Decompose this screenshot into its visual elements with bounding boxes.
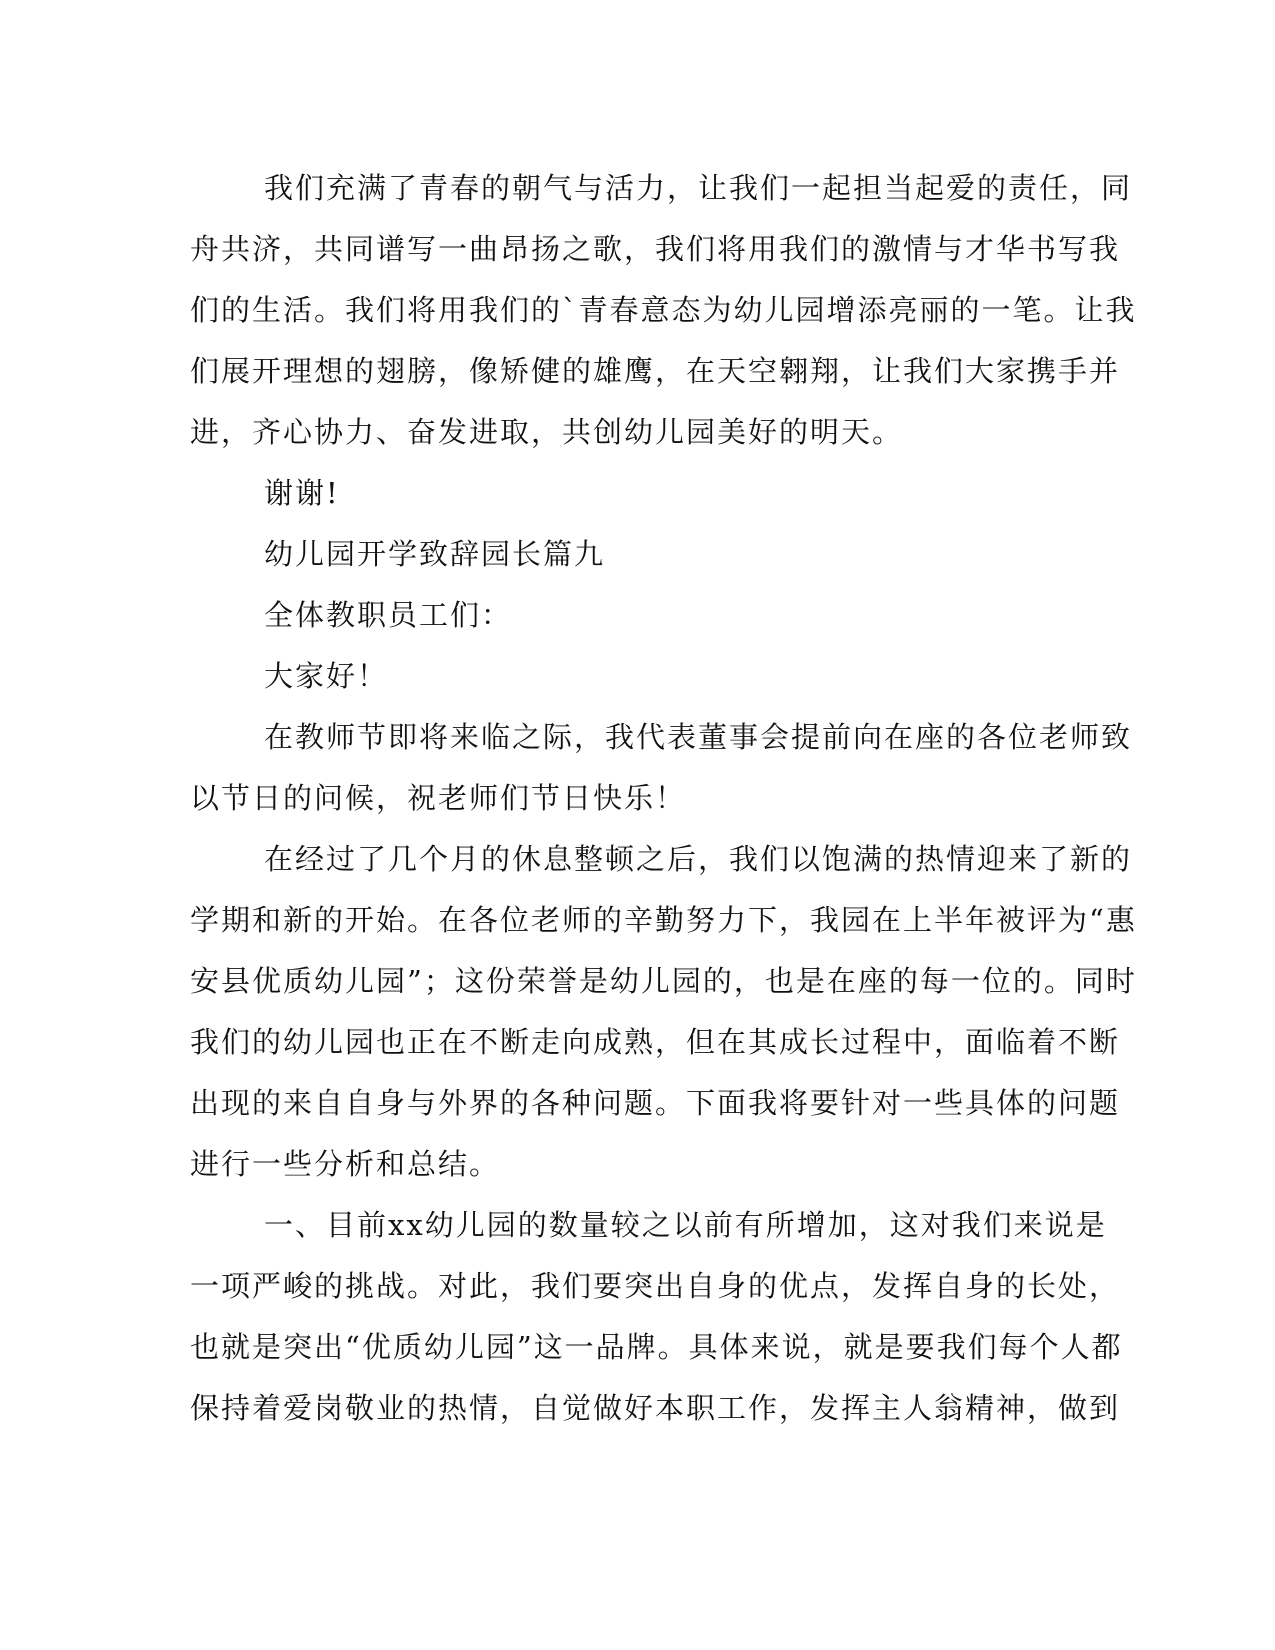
paragraph-teachers-day	[190, 707, 1133, 829]
text-line: 进，齐心协力、奋发进取，共创幼儿园美好的明天。	[190, 415, 904, 449]
text-line: 也就是突出“优质幼儿园”这一品牌。具体来说，就是要我们每个人都	[190, 1330, 1123, 1364]
text-line: 学期和新的开始。在各位老师的辛勤努力下，我园在上半年被评为“惠	[190, 903, 1137, 937]
text-line: 们的生活。我们将用我们的`青春意态为幼儿园增添亮丽的一笔。让我	[190, 293, 1137, 327]
paragraph-youth	[190, 158, 1137, 463]
text-line: 安县优质幼儿园”；这份荣誉是幼儿园的，也是在座的每一位的。同时	[190, 964, 1137, 998]
salutation: 全体教职员工们：	[264, 598, 513, 632]
paragraph-point-one	[190, 1195, 1123, 1439]
thanks-line: 谢谢!	[264, 476, 340, 510]
text-line: 保持着爱岗敬业的热情，自觉做好本职工作，发挥主人翁精神，做到	[190, 1391, 1121, 1425]
document-body	[190, 158, 1137, 1439]
text-line: 在经过了几个月的休息整顿之后，我们以饱满的热情迎来了新的	[264, 842, 1133, 876]
text-line: 一、目前xx幼儿园的数量较之以前有所增加，这对我们来说是	[264, 1208, 1107, 1242]
greeting: 大家好！	[264, 659, 389, 693]
text-line: 舟共济，共同谱写一曲昂扬之歌，我们将用我们的激情与才华书写我	[190, 232, 1121, 266]
text-line: 以节日的问候，祝老师们节日快乐！	[190, 781, 687, 815]
text-line: 出现的来自自身与外界的各种问题。下面我将要针对一些具体的问题	[190, 1086, 1121, 1120]
text-line: 我们充满了青春的朝气与活力，让我们一起担当起爱的责任，同	[264, 171, 1133, 205]
paragraph-new-term	[190, 829, 1137, 1195]
text-line: 进行一些分析和总结。	[190, 1147, 501, 1181]
text-line: 们展开理想的翅膀，像矫健的雄鹰，在天空翱翔，让我们大家携手并	[190, 354, 1121, 388]
text-line: 在教师节即将来临之际，我代表董事会提前向在座的各位老师致	[264, 720, 1133, 754]
text-line: 我们的幼儿园也正在不断走向成熟，但在其成长过程中，面临着不断	[190, 1025, 1121, 1059]
section-title: 幼儿园开学致辞园长篇九	[264, 537, 606, 571]
text-line: 一项严峻的挑战。对此，我们要突出自身的优点，发挥自身的长处，	[190, 1269, 1121, 1303]
